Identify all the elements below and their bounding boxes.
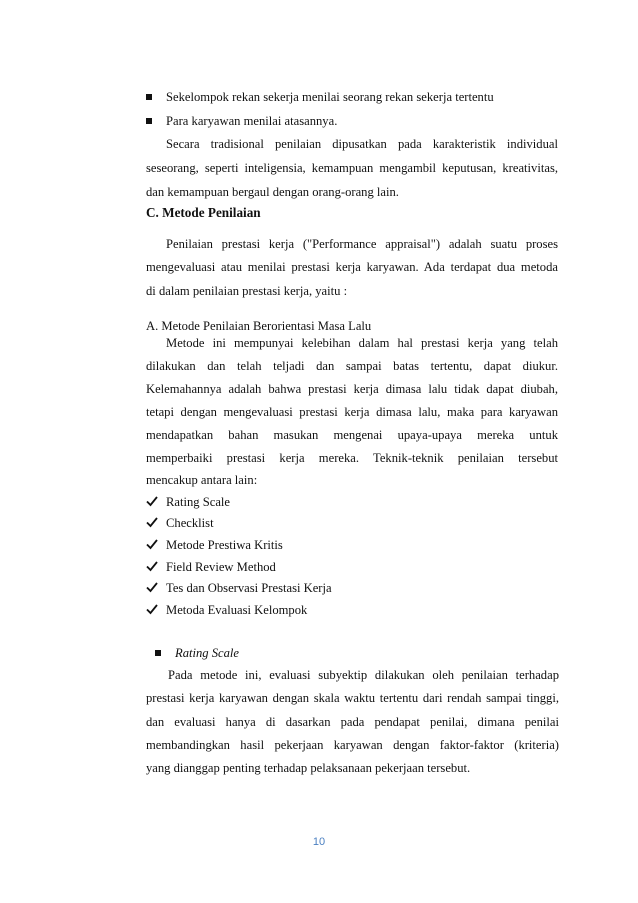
paragraph-line: mendapatkan bahan masukan mengenai upaya-upaya mereka untuk <box>146 428 558 442</box>
paragraph-line: dan evaluasi hanya di dasarkan pada pendapat penilai, dimana penilai <box>146 715 559 729</box>
paragraph-line: dilakukan dan telah teljadi dan sampai batas tertentu, dapat diukur. <box>146 359 558 373</box>
paragraph-line: membandingkan hasil pekerjaan karyawan dengan faktor-faktor (kriteria) <box>146 738 559 752</box>
checklist-item: Field Review Method <box>166 560 276 574</box>
checkmark-icon <box>145 602 159 616</box>
paragraph-line: seseorang, seperti inteligensia, kemampuan mengambil keputusan, kreativitas, <box>146 161 558 175</box>
checklist-item: Metode Prestiwa Kritis <box>166 538 283 552</box>
sub-bullet-heading: Rating Scale <box>175 646 240 660</box>
bullet-item: Para karyawan menilai atasannya. <box>166 114 338 128</box>
paragraph-line: Pada metode ini, evaluasi subyektip dilakukan oleh penilaian terhadap <box>168 668 559 682</box>
checklist-item: Rating Scale <box>166 495 231 509</box>
paragraph-line: dan kemampuan bergaul dengan orang-orang lain. <box>146 185 399 199</box>
subsection-heading: A. Metode Penilaian Berorientasi Masa Lalu <box>146 319 372 333</box>
checkmark-icon <box>145 559 159 573</box>
checkmark-icon <box>145 494 159 508</box>
paragraph-line: mencakup antara lain: <box>146 473 258 487</box>
checklist-item: Metoda Evaluasi Kelompok <box>166 603 308 617</box>
square-bullet-icon <box>155 650 161 656</box>
paragraph-line: yang dianggap penting terhadap pelaksanaan pekerjaan tersebut. <box>146 761 471 775</box>
page-number: 10 <box>312 836 326 848</box>
section-heading: C. Metode Penilaian <box>146 205 261 220</box>
bullet-item: Sekelompok rekan sekerja menilai seorang rekan sekerja tertentu <box>166 90 494 104</box>
paragraph-line: tetapi dengan mengevaluasi prestasi kerja dimasa lalu, maka para karyawan <box>146 405 558 419</box>
checklist-item: Tes dan Observasi Prestasi Kerja <box>166 581 332 595</box>
paragraph-line: Metode ini mempunyai kelebihan dalam hal prestasi kerja yang telah <box>166 336 558 350</box>
checklist-item: Checklist <box>166 516 214 530</box>
paragraph-line: Kelemahannya adalah bahwa prestasi kerja dimasa lalu tidak dapat diubah, <box>146 382 558 396</box>
paragraph-line: mengevaluasi atau menilai prestasi kerja karyawan. Ada terdapat dua metoda <box>146 260 558 274</box>
checkmark-icon <box>145 515 159 529</box>
paragraph-line: di dalam penilaian prestasi kerja, yaitu : <box>146 284 348 298</box>
paragraph-line: memperbaiki prestasi kerja mereka. Teknik-teknik penilaian tersebut <box>146 451 558 465</box>
checkmark-icon <box>145 537 159 551</box>
paragraph-line: prestasi kerja karyawan dengan skala waktu tertentu dari rendah sampai tinggi, <box>146 691 559 705</box>
square-bullet-icon <box>146 94 152 100</box>
paragraph-line: Penilaian prestasi kerja ("Performance appraisal") adalah suatu proses <box>166 237 558 251</box>
paragraph-line: Secara tradisional penilaian dipusatkan pada karakteristik individual <box>166 137 558 151</box>
checkmark-icon <box>145 580 159 594</box>
square-bullet-icon <box>146 118 152 124</box>
